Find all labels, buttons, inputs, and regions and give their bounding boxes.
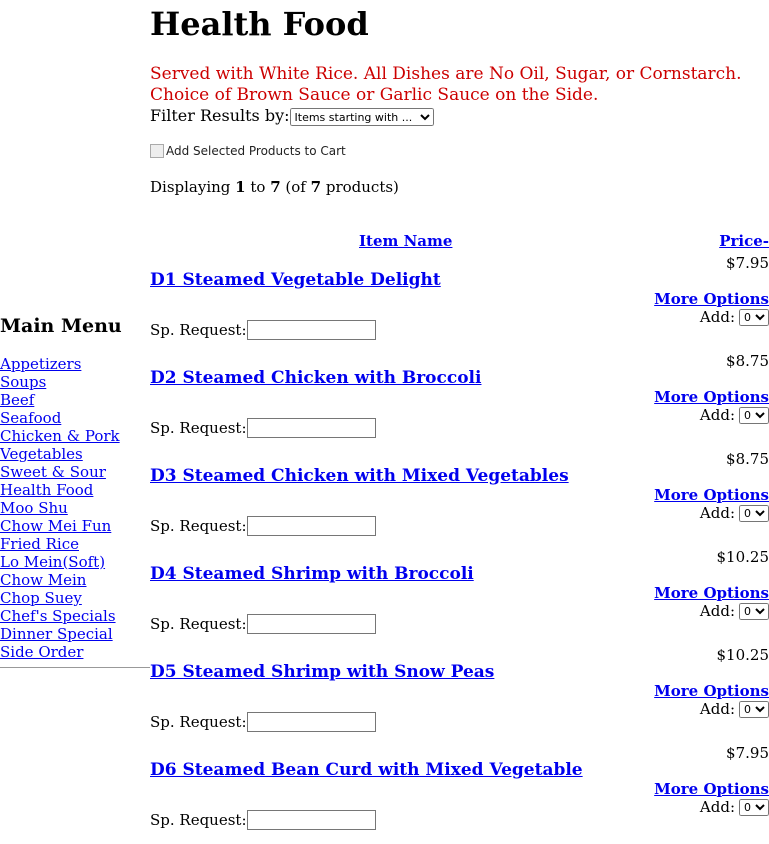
product-name-link[interactable]: D1 Steamed Vegetable Delight bbox=[150, 270, 441, 290]
product-row bbox=[150, 548, 769, 646]
add-label: Add: bbox=[699, 504, 735, 522]
special-request bbox=[150, 418, 376, 438]
special-request-label: Sp. Request: bbox=[150, 321, 247, 339]
sidebar-item-side-order[interactable]: Side Order bbox=[0, 643, 84, 661]
sidebar-item-vegetables[interactable]: Vegetables bbox=[0, 445, 83, 463]
product-row bbox=[150, 450, 769, 548]
special-request-label: Sp. Request: bbox=[150, 811, 247, 829]
special-request bbox=[150, 810, 376, 830]
sidebar-item-lo-mein[interactable]: Lo Mein(Soft) bbox=[0, 553, 106, 571]
filter-label: Filter Results by: bbox=[150, 106, 290, 125]
result-from: 1 bbox=[235, 178, 246, 196]
sidebar-item-sweet-sour[interactable]: Sweet & Sour bbox=[0, 463, 106, 481]
quantity-select[interactable] bbox=[739, 603, 769, 620]
sidebar-item-chow-mei-fun[interactable]: Chow Mei Fun bbox=[0, 517, 112, 535]
product-price: $7.95 bbox=[726, 254, 769, 272]
add-quantity bbox=[700, 308, 769, 326]
filter-select[interactable] bbox=[290, 108, 434, 126]
product-row bbox=[150, 744, 769, 842]
more-options-link[interactable]: More Options bbox=[654, 486, 769, 504]
special-request-input[interactable] bbox=[247, 418, 376, 438]
quantity-select[interactable] bbox=[739, 407, 769, 424]
special-request-input[interactable] bbox=[247, 614, 376, 634]
special-request-label: Sp. Request: bbox=[150, 419, 247, 437]
product-row bbox=[150, 352, 769, 450]
sidebar-item-appetizers[interactable]: Appetizers bbox=[0, 355, 82, 373]
sidebar-item-moo-shu[interactable]: Moo Shu bbox=[0, 499, 68, 517]
more-options-link[interactable]: More Options bbox=[654, 780, 769, 798]
filter-bar bbox=[150, 106, 434, 126]
product-price: $7.95 bbox=[726, 744, 769, 762]
special-request bbox=[150, 614, 376, 634]
result-count bbox=[150, 177, 399, 197]
special-request-input[interactable] bbox=[247, 810, 376, 830]
page-title: Health Food bbox=[150, 5, 369, 43]
product-row bbox=[150, 646, 769, 744]
result-count-suffix: products) bbox=[321, 178, 399, 196]
add-label: Add: bbox=[699, 798, 735, 816]
more-options-link[interactable]: More Options bbox=[654, 290, 769, 308]
sidebar bbox=[0, 311, 150, 676]
sidebar-item-dinner-special[interactable]: Dinner Special bbox=[0, 625, 113, 643]
sidebar-item-chop-suey[interactable]: Chop Suey bbox=[0, 589, 82, 607]
category-description: Served with White Rice. All Dishes are No Oil, Sugar, or Cornstarch. Choice of Brown Sauce or Garlic Sauce on the Side. bbox=[150, 64, 742, 105]
sidebar-title: Main Menu bbox=[0, 315, 122, 337]
product-name-link[interactable]: D3 Steamed Chicken with Mixed Vegetables bbox=[150, 466, 569, 486]
sort-by-price[interactable]: Price- bbox=[719, 232, 769, 250]
add-to-cart-alt-text: Add Selected Products to Cart bbox=[166, 144, 346, 158]
add-to-cart-button[interactable] bbox=[150, 143, 346, 159]
result-total: 7 bbox=[310, 178, 322, 196]
special-request-label: Sp. Request: bbox=[150, 517, 247, 535]
special-request-label: Sp. Request: bbox=[150, 713, 247, 731]
special-request bbox=[150, 320, 376, 340]
special-request-label: Sp. Request: bbox=[150, 615, 247, 633]
quantity-select[interactable] bbox=[739, 701, 769, 718]
sidebar-item-fried-rice[interactable]: Fried Rice bbox=[0, 535, 79, 553]
result-count-prefix: Displaying bbox=[150, 178, 236, 196]
add-quantity bbox=[700, 798, 769, 816]
quantity-select[interactable] bbox=[739, 799, 769, 816]
add-quantity bbox=[700, 602, 769, 620]
sidebar-menu bbox=[0, 355, 150, 661]
broken-image-icon bbox=[150, 144, 164, 158]
sort-by-item-name[interactable]: Item Name bbox=[359, 232, 453, 250]
result-to: 7 bbox=[270, 178, 281, 196]
sidebar-item-health-food[interactable]: Health Food bbox=[0, 481, 94, 499]
product-price: $10.25 bbox=[716, 548, 769, 566]
result-of-word: (of bbox=[280, 178, 311, 196]
add-label: Add: bbox=[699, 406, 735, 424]
product-name-link[interactable]: D6 Steamed Bean Curd with Mixed Vegetable bbox=[150, 760, 583, 780]
special-request-input[interactable] bbox=[247, 516, 376, 536]
product-price: $8.75 bbox=[726, 352, 769, 370]
product-name-link[interactable]: D4 Steamed Shrimp with Broccoli bbox=[150, 564, 474, 584]
sidebar-item-chefs-specials[interactable]: Chef's Specials bbox=[0, 607, 116, 625]
more-options-link[interactable]: More Options bbox=[654, 584, 769, 602]
sidebar-item-beef[interactable]: Beef bbox=[0, 391, 35, 409]
special-request-input[interactable] bbox=[247, 712, 376, 732]
sidebar-item-chow-mein[interactable]: Chow Mein bbox=[0, 571, 87, 589]
special-request-input[interactable] bbox=[247, 320, 376, 340]
sidebar-divider bbox=[0, 667, 150, 668]
quantity-select[interactable] bbox=[739, 309, 769, 326]
sidebar-item-seafood[interactable]: Seafood bbox=[0, 409, 62, 427]
add-label: Add: bbox=[699, 602, 735, 620]
special-request bbox=[150, 516, 376, 536]
more-options-link[interactable]: More Options bbox=[654, 388, 769, 406]
product-row bbox=[150, 254, 769, 352]
product-price: $8.75 bbox=[726, 450, 769, 468]
add-quantity bbox=[700, 700, 769, 718]
result-to-word: to bbox=[245, 178, 271, 196]
add-label: Add: bbox=[699, 308, 735, 326]
special-request bbox=[150, 712, 376, 732]
quantity-select[interactable] bbox=[739, 505, 769, 522]
add-quantity bbox=[700, 504, 769, 522]
add-quantity bbox=[700, 406, 769, 424]
sidebar-item-soups[interactable]: Soups bbox=[0, 373, 47, 391]
sidebar-item-chicken-pork[interactable]: Chicken & Pork bbox=[0, 427, 120, 445]
more-options-link[interactable]: More Options bbox=[654, 682, 769, 700]
product-name-link[interactable]: D2 Steamed Chicken with Broccoli bbox=[150, 368, 482, 388]
product-name-link[interactable]: D5 Steamed Shrimp with Snow Peas bbox=[150, 662, 495, 682]
product-price: $10.25 bbox=[716, 646, 769, 664]
add-label: Add: bbox=[699, 700, 735, 718]
